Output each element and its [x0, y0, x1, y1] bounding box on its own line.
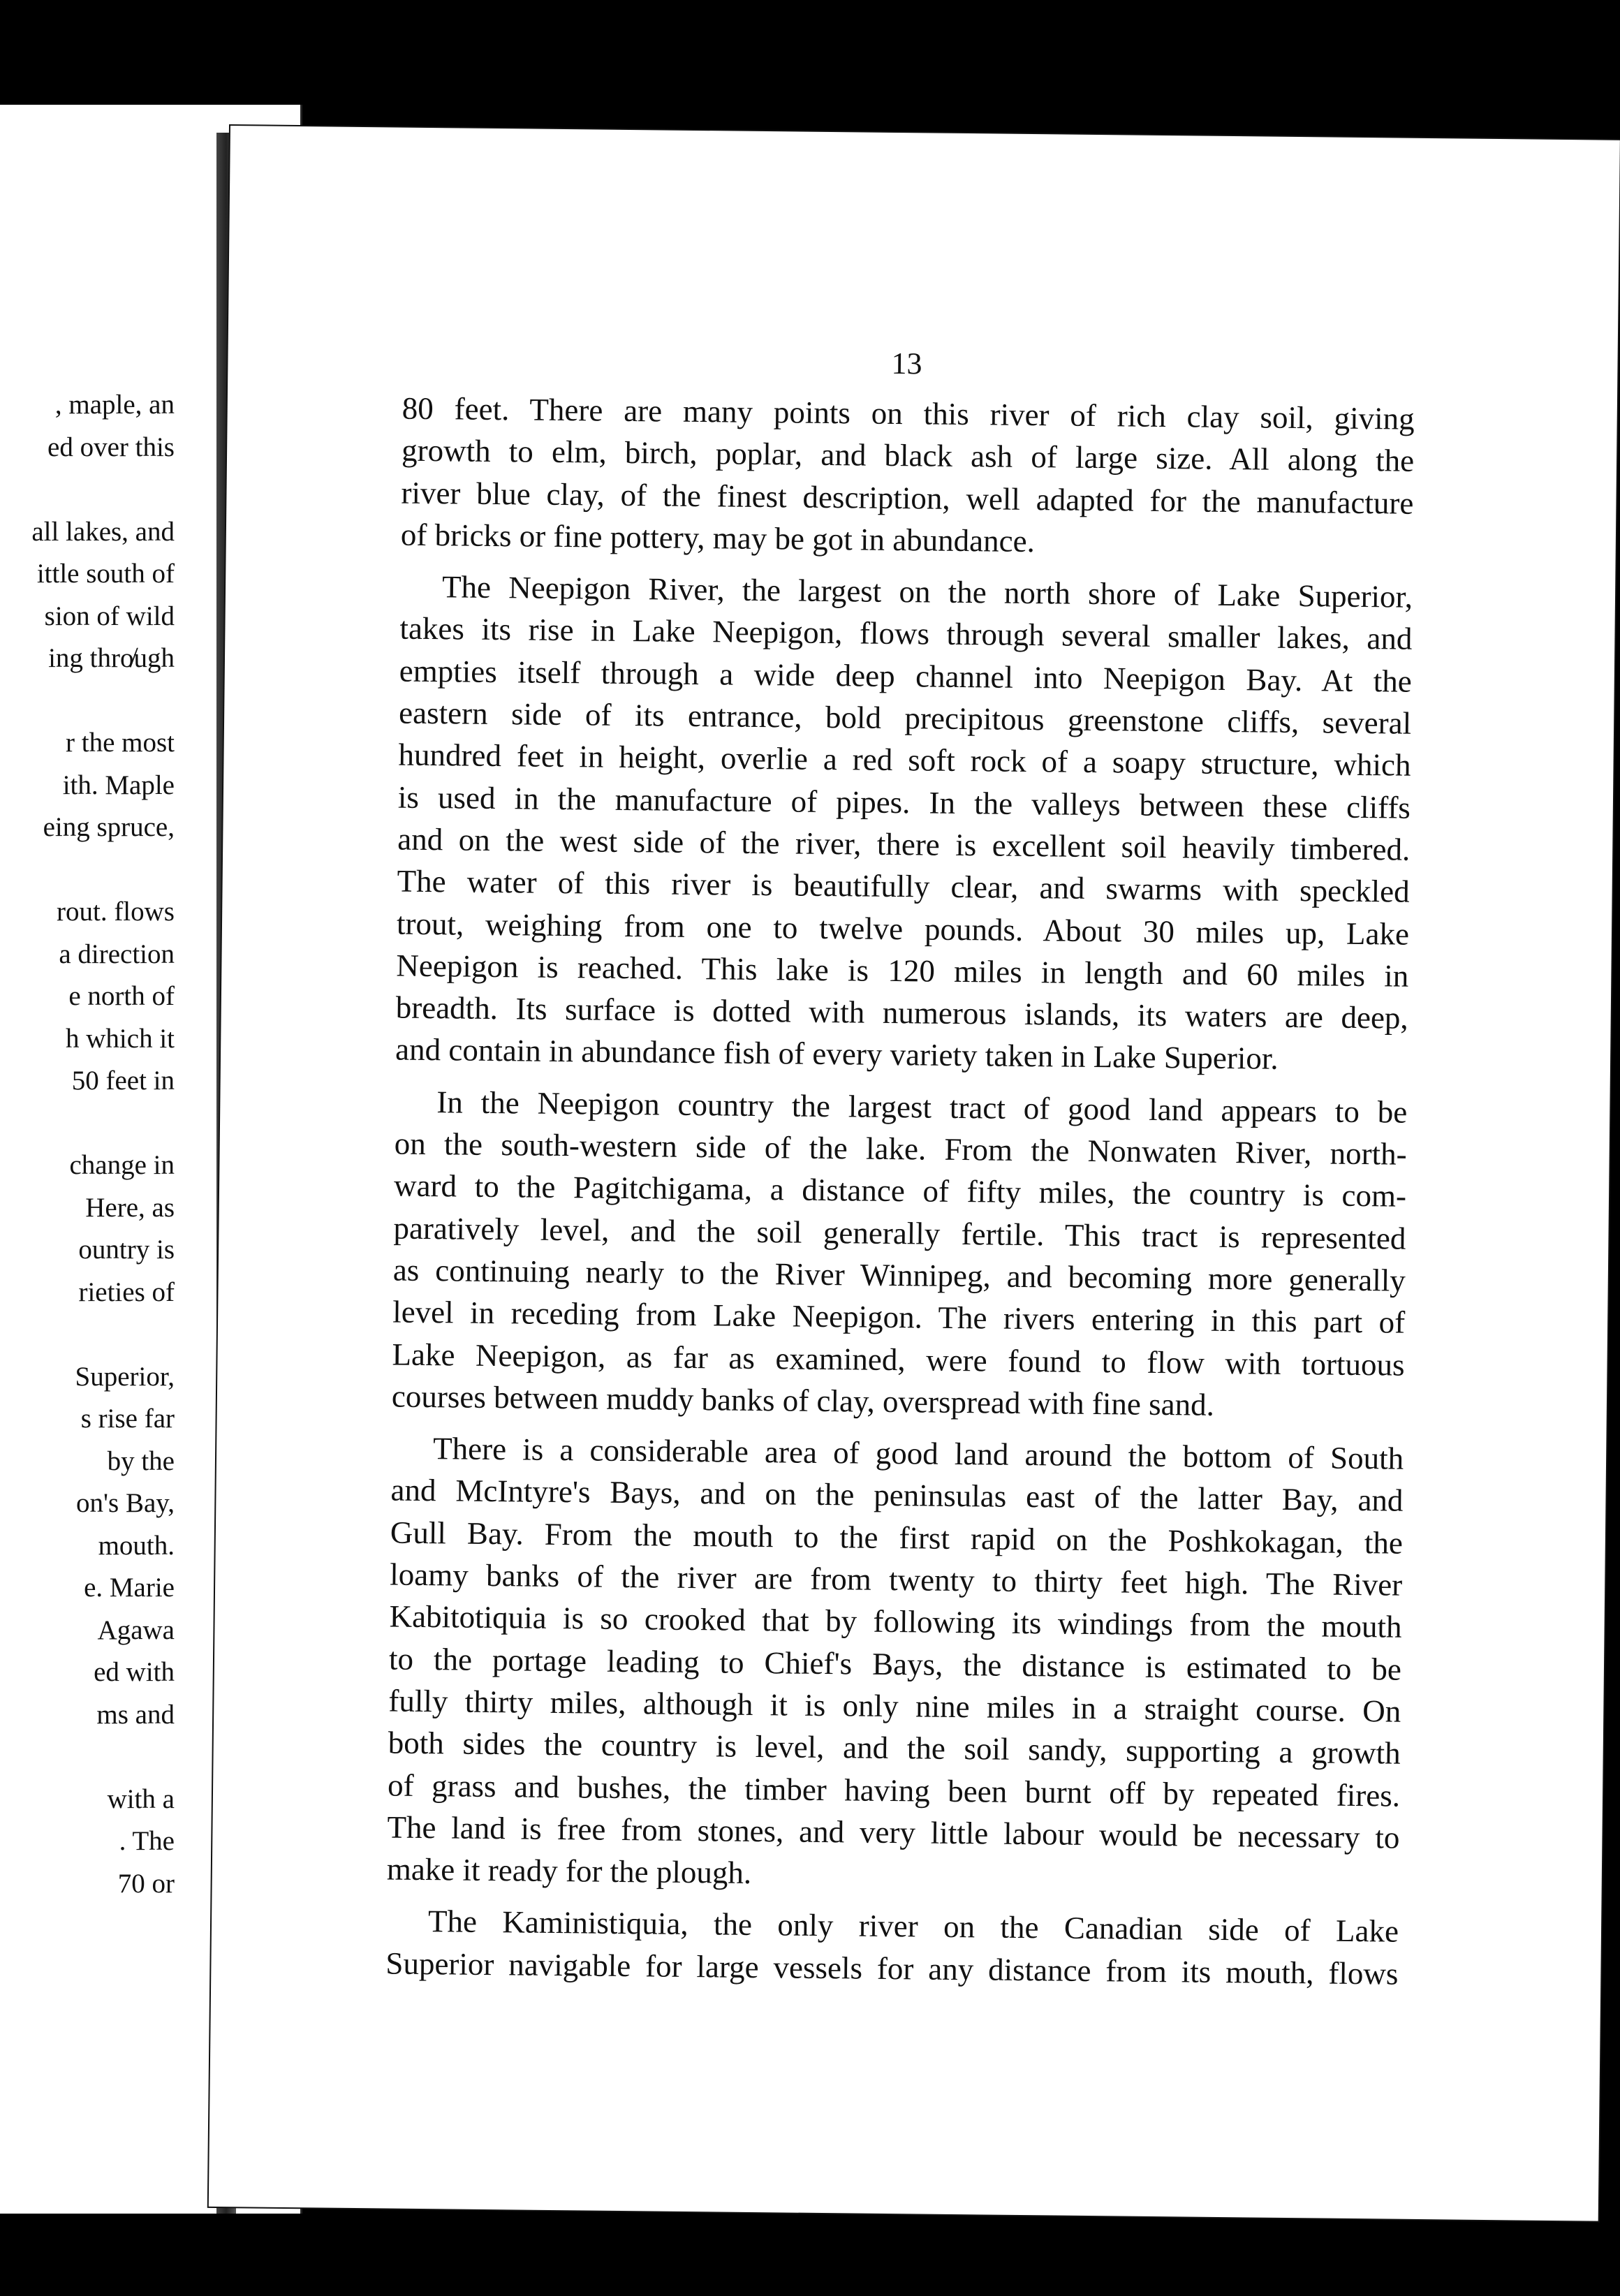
body-text: [385, 388, 1415, 1995]
left-page-line: ountry is: [78, 1235, 175, 1265]
left-page-line: eing spruce,: [43, 812, 175, 842]
left-page-line: ms and: [96, 1699, 175, 1730]
left-page-line: ittle south of: [36, 559, 175, 589]
left-page-line: by the: [107, 1445, 175, 1476]
text-line: eastern side of its entrance, bold precipitous greenstone cliffs, several: [398, 695, 1412, 741]
text-line: of grass and bushes, the timber having been burnt off by repeated fires.: [387, 1767, 1401, 1813]
left-page-line: , maple, an: [54, 390, 175, 420]
left-page-line: sion of wild: [44, 601, 175, 631]
text-line: and McIntyre's Bays, and on the peninsulas east of the latter Bay, and: [390, 1472, 1404, 1519]
left-page-line: ing thro̸ugh: [48, 643, 175, 673]
text-line: takes its rise in Lake Neepigon, flows through several smaller lakes, and: [399, 611, 1413, 657]
text-line: empties itself through a wide deep channel into Neepigon Bay. At the: [399, 653, 1413, 699]
text-line: both sides the country is level, and the soil sandy, supporting a growth: [388, 1725, 1401, 1771]
left-page-line: Here, as: [85, 1192, 175, 1223]
left-page-line: rout. flows: [57, 897, 175, 927]
text-line: is used in the manufacture of pipes. In the valleys between these cliffs: [397, 779, 1411, 825]
text-line: level in receding from Lake Neepigon. The rivers entering in this part of: [392, 1294, 1406, 1340]
left-page-line: ith. Maple: [62, 770, 175, 800]
left-page-line: rieties of: [78, 1276, 175, 1307]
left-page-line: e north of: [68, 981, 175, 1011]
text-line: and contain in abundance fish of every variety taken in Lake Superior.: [395, 1032, 1279, 1077]
text-line: The water of this river is beautifully clear, and swarms with speckled: [397, 863, 1410, 910]
text-line: The Neepigon River, the largest on the north shore of Lake Superior,: [441, 569, 1413, 615]
text-line: to the portage leading to Chief's Bays, the distance is estimated to be: [388, 1641, 1402, 1687]
text-line: of bricks or fine pottery, may be got in abundance.: [400, 517, 1036, 559]
text-line: Lake Neepigon, as far as examined, were found to flow with tortuous: [392, 1337, 1405, 1383]
left-page-line: r the most: [66, 728, 175, 758]
text-line: 80 feet. There are many points on this river of rich clay soil, giving: [402, 390, 1415, 436]
text-line: and on the west side of the river, there is excellent soil heavily timbered.: [397, 821, 1411, 867]
text-line: ward to the Pagitchigama, a distance of fifty miles, the country is com-: [393, 1168, 1407, 1214]
left-page-line: 50 feet in: [71, 1066, 175, 1096]
left-page-line: mouth.: [98, 1530, 175, 1561]
text-line: paratively level, and the soil generally fertile. This tract is represented: [393, 1210, 1406, 1256]
text-line: In the Neepigon country the largest tract of good land appears to be: [436, 1084, 1408, 1130]
left-page-line: s rise far: [80, 1404, 175, 1434]
left-page-line: with a: [107, 1783, 175, 1814]
text-line: courses between muddy banks of clay, overspread with fine sand.: [391, 1378, 1215, 1422]
left-page-line: a direction: [59, 939, 175, 969]
text-line: The Kaministiquia, the only river on the Canadian side of Lake: [427, 1904, 1399, 1950]
text-line: Kabitotiquia is so crooked that by following its windings from the mouth: [389, 1598, 1402, 1644]
left-page-line: e. Marie: [84, 1573, 175, 1603]
text-line: as continuing nearly to the River Winnipeg, and becoming more generally: [392, 1252, 1406, 1298]
text-line: loamy banks of the river are from twenty to thirty feet high. The River: [390, 1557, 1403, 1603]
text-line: breadth. Its surface is dotted with numerous islands, its waters are deep,: [395, 989, 1408, 1036]
left-page-line: ed over this: [47, 432, 175, 462]
text-line: river blue clay, of the finest description, well adapted for the manufacture: [401, 475, 1414, 521]
left-page-line: 70 or: [117, 1868, 175, 1899]
left-page-line: h which it: [66, 1023, 175, 1054]
text-line: The land is free from stones, and very little labour would be necessary to: [387, 1809, 1400, 1855]
left-page-line: Agawa: [97, 1614, 175, 1645]
left-page-line: Superior,: [75, 1361, 175, 1392]
text-line: make it ready for the plough.: [386, 1851, 752, 1891]
page-number: 13: [891, 346, 922, 381]
right-page: [209, 126, 1620, 2221]
left-page-line: change in: [69, 1150, 175, 1180]
text-line: fully thirty miles, although it is only nine miles in a straight course. On: [388, 1683, 1401, 1729]
text-line: Gull Bay. From the mouth to the first rapid on the Poshkokagan, the: [390, 1515, 1404, 1561]
left-page-line: ed with: [94, 1657, 175, 1687]
text-line: trout, weighing from one to twelve pounds. About 30 miles up, Lake: [396, 906, 1410, 952]
text-line: Neepigon is reached. This lake is 120 miles in length and 60 miles in: [396, 948, 1409, 994]
left-page-line: all lakes, and: [31, 516, 175, 547]
left-page-line: . The: [119, 1826, 175, 1856]
text-line: There is a considerable area of good land around the bottom of South: [432, 1431, 1404, 1476]
text-line: growth to elm, birch, poplar, and black ash of large size. All along the: [401, 432, 1415, 479]
text-line: on the south-western side of the lake. From the Nonwaten River, north-: [394, 1126, 1407, 1172]
left-page-line: on's Bay,: [76, 1488, 175, 1518]
text-line: Superior navigable for large vessels for any distance from its mouth, flows: [385, 1945, 1399, 1992]
text-line: hundred feet in height, overlie a red soft rock of a soapy structure, which: [398, 737, 1411, 783]
